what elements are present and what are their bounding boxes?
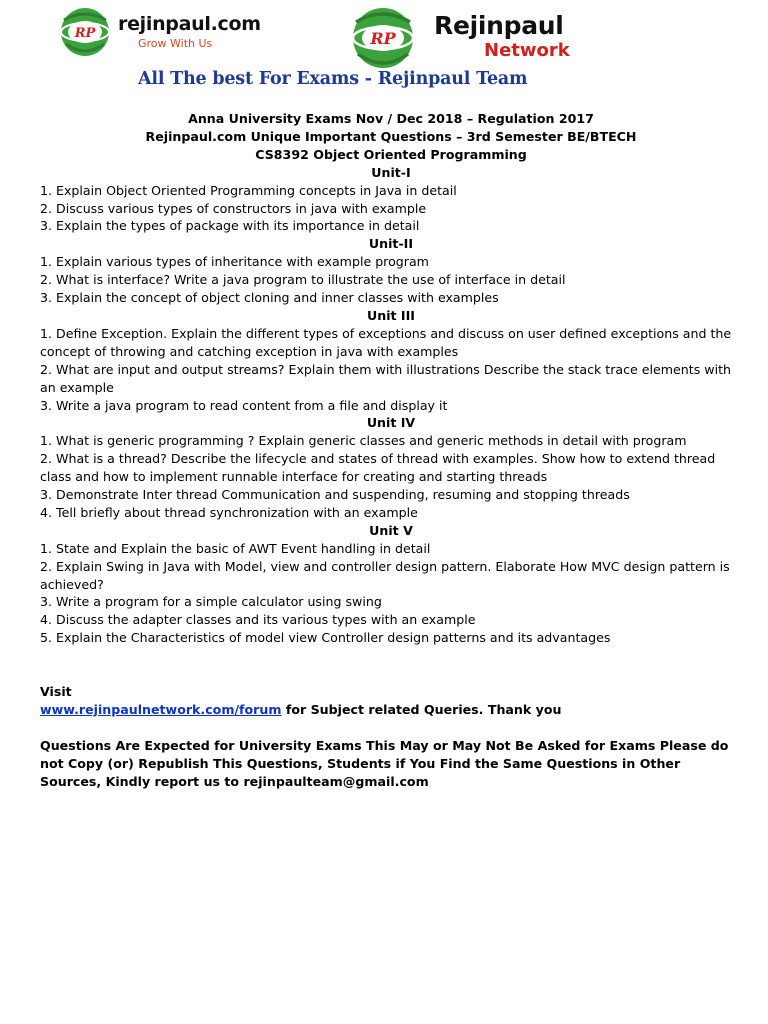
question-item: 2. Discuss various types of constructors in java with example	[40, 200, 427, 216]
question-item: 1. Explain Object Oriented Programming concepts in Java in detail	[40, 182, 457, 198]
unit-heading: Unit-II	[368, 236, 414, 252]
question-item: 3. Write a program for a simple calculator using swing	[40, 594, 382, 610]
brand-tagline: Grow With Us	[138, 36, 213, 50]
question-item: 1. Explain various types of inheritance with example program	[40, 254, 429, 270]
question-item: 1. What is generic programming ? Explain generic classes and generic methods in detail with program	[40, 433, 687, 449]
question-document	[40, 110, 742, 791]
banner-title: All The best For Exams - Rejinpaul Team	[138, 69, 528, 89]
svg-text:RP: RP	[74, 26, 96, 41]
svg-text:RP: RP	[370, 29, 396, 48]
rp-globe-icon	[52, 2, 118, 60]
question-item: 3. Explain the concept of object cloning and inner classes with examples	[40, 290, 499, 306]
question-item: 5. Explain the Characteristics of model view Controller design patterns and its advantages	[40, 630, 611, 646]
question-item: 4. Discuss the adapter classes and its various types with an example	[40, 612, 476, 628]
rejinpaul-com-logo	[52, 2, 261, 60]
brand-name-large: Rejinpaul	[434, 10, 564, 40]
doc-title-line: CS8392 Object Oriented Programming	[255, 146, 527, 162]
forum-suffix: for Subject related Queries. Thank you	[281, 702, 562, 718]
doc-title-line: Rejinpaul.com Unique Important Questions – 3rd Semester BE/BTECH	[145, 128, 637, 144]
page-header	[0, 0, 768, 105]
question-item: 1. State and Explain the basic of AWT Event handling in detail	[40, 540, 431, 556]
question-item: 3. Write a java program to read content from a file and display it	[40, 397, 448, 413]
question-item: 2. What is interface? Write a java program to illustrate the use of interface in detail	[40, 272, 566, 288]
question-item: 3. Explain the types of package with its importance in detail	[40, 218, 420, 234]
brand-network-label: Network	[484, 39, 570, 61]
unit-heading: Unit III	[367, 307, 415, 323]
question-item: 1. Define Exception. Explain the different types of exceptions and discuss on user defined exceptions and the concept of throwing and catching exception in java with examples	[40, 325, 732, 359]
visit-label: Visit	[40, 684, 72, 700]
unit-heading: Unit IV	[366, 415, 416, 431]
question-item: 2. What is a thread? Describe the lifecycle and states of thread with examples. Show how to extend thread class and how to implement runnable interface for creating and starting threads	[40, 451, 716, 485]
question-item: 2. What are input and output streams? Explain them with illustrations Describe the stack trace elements with an example	[40, 361, 732, 395]
disclaimer-text: Questions Are Expected for University Exams This May or May Not Be Asked for Exams Please do not Copy (or) Republish This Questions, Students if You Find the Same Questions in Other Sources, Kindly report us to rejinpaulteam@gmail.com	[40, 738, 729, 789]
rejinpaul-network-logo	[340, 2, 570, 70]
brand-name-small: rejinpaul.com	[118, 12, 261, 35]
unit-heading: Unit V	[369, 522, 413, 538]
question-item: 2. Explain Swing in Java with Model, view and controller design pattern. Elaborate How MVC design pattern is achieved?	[40, 558, 730, 592]
question-item: 3. Demonstrate Inter thread Communication and suspending, resuming and stopping threads	[40, 487, 630, 503]
forum-link[interactable]: www.rejinpaulnetwork.com/forum	[40, 702, 282, 718]
unit-heading: Unit-I	[371, 164, 411, 180]
rp-globe-large-icon	[340, 2, 426, 70]
doc-title-line: Anna University Exams Nov / Dec 2018 – Regulation 2017	[188, 111, 594, 126]
forum-line	[40, 701, 742, 719]
question-item: 4. Tell briefly about thread synchronization with an example	[40, 504, 418, 520]
